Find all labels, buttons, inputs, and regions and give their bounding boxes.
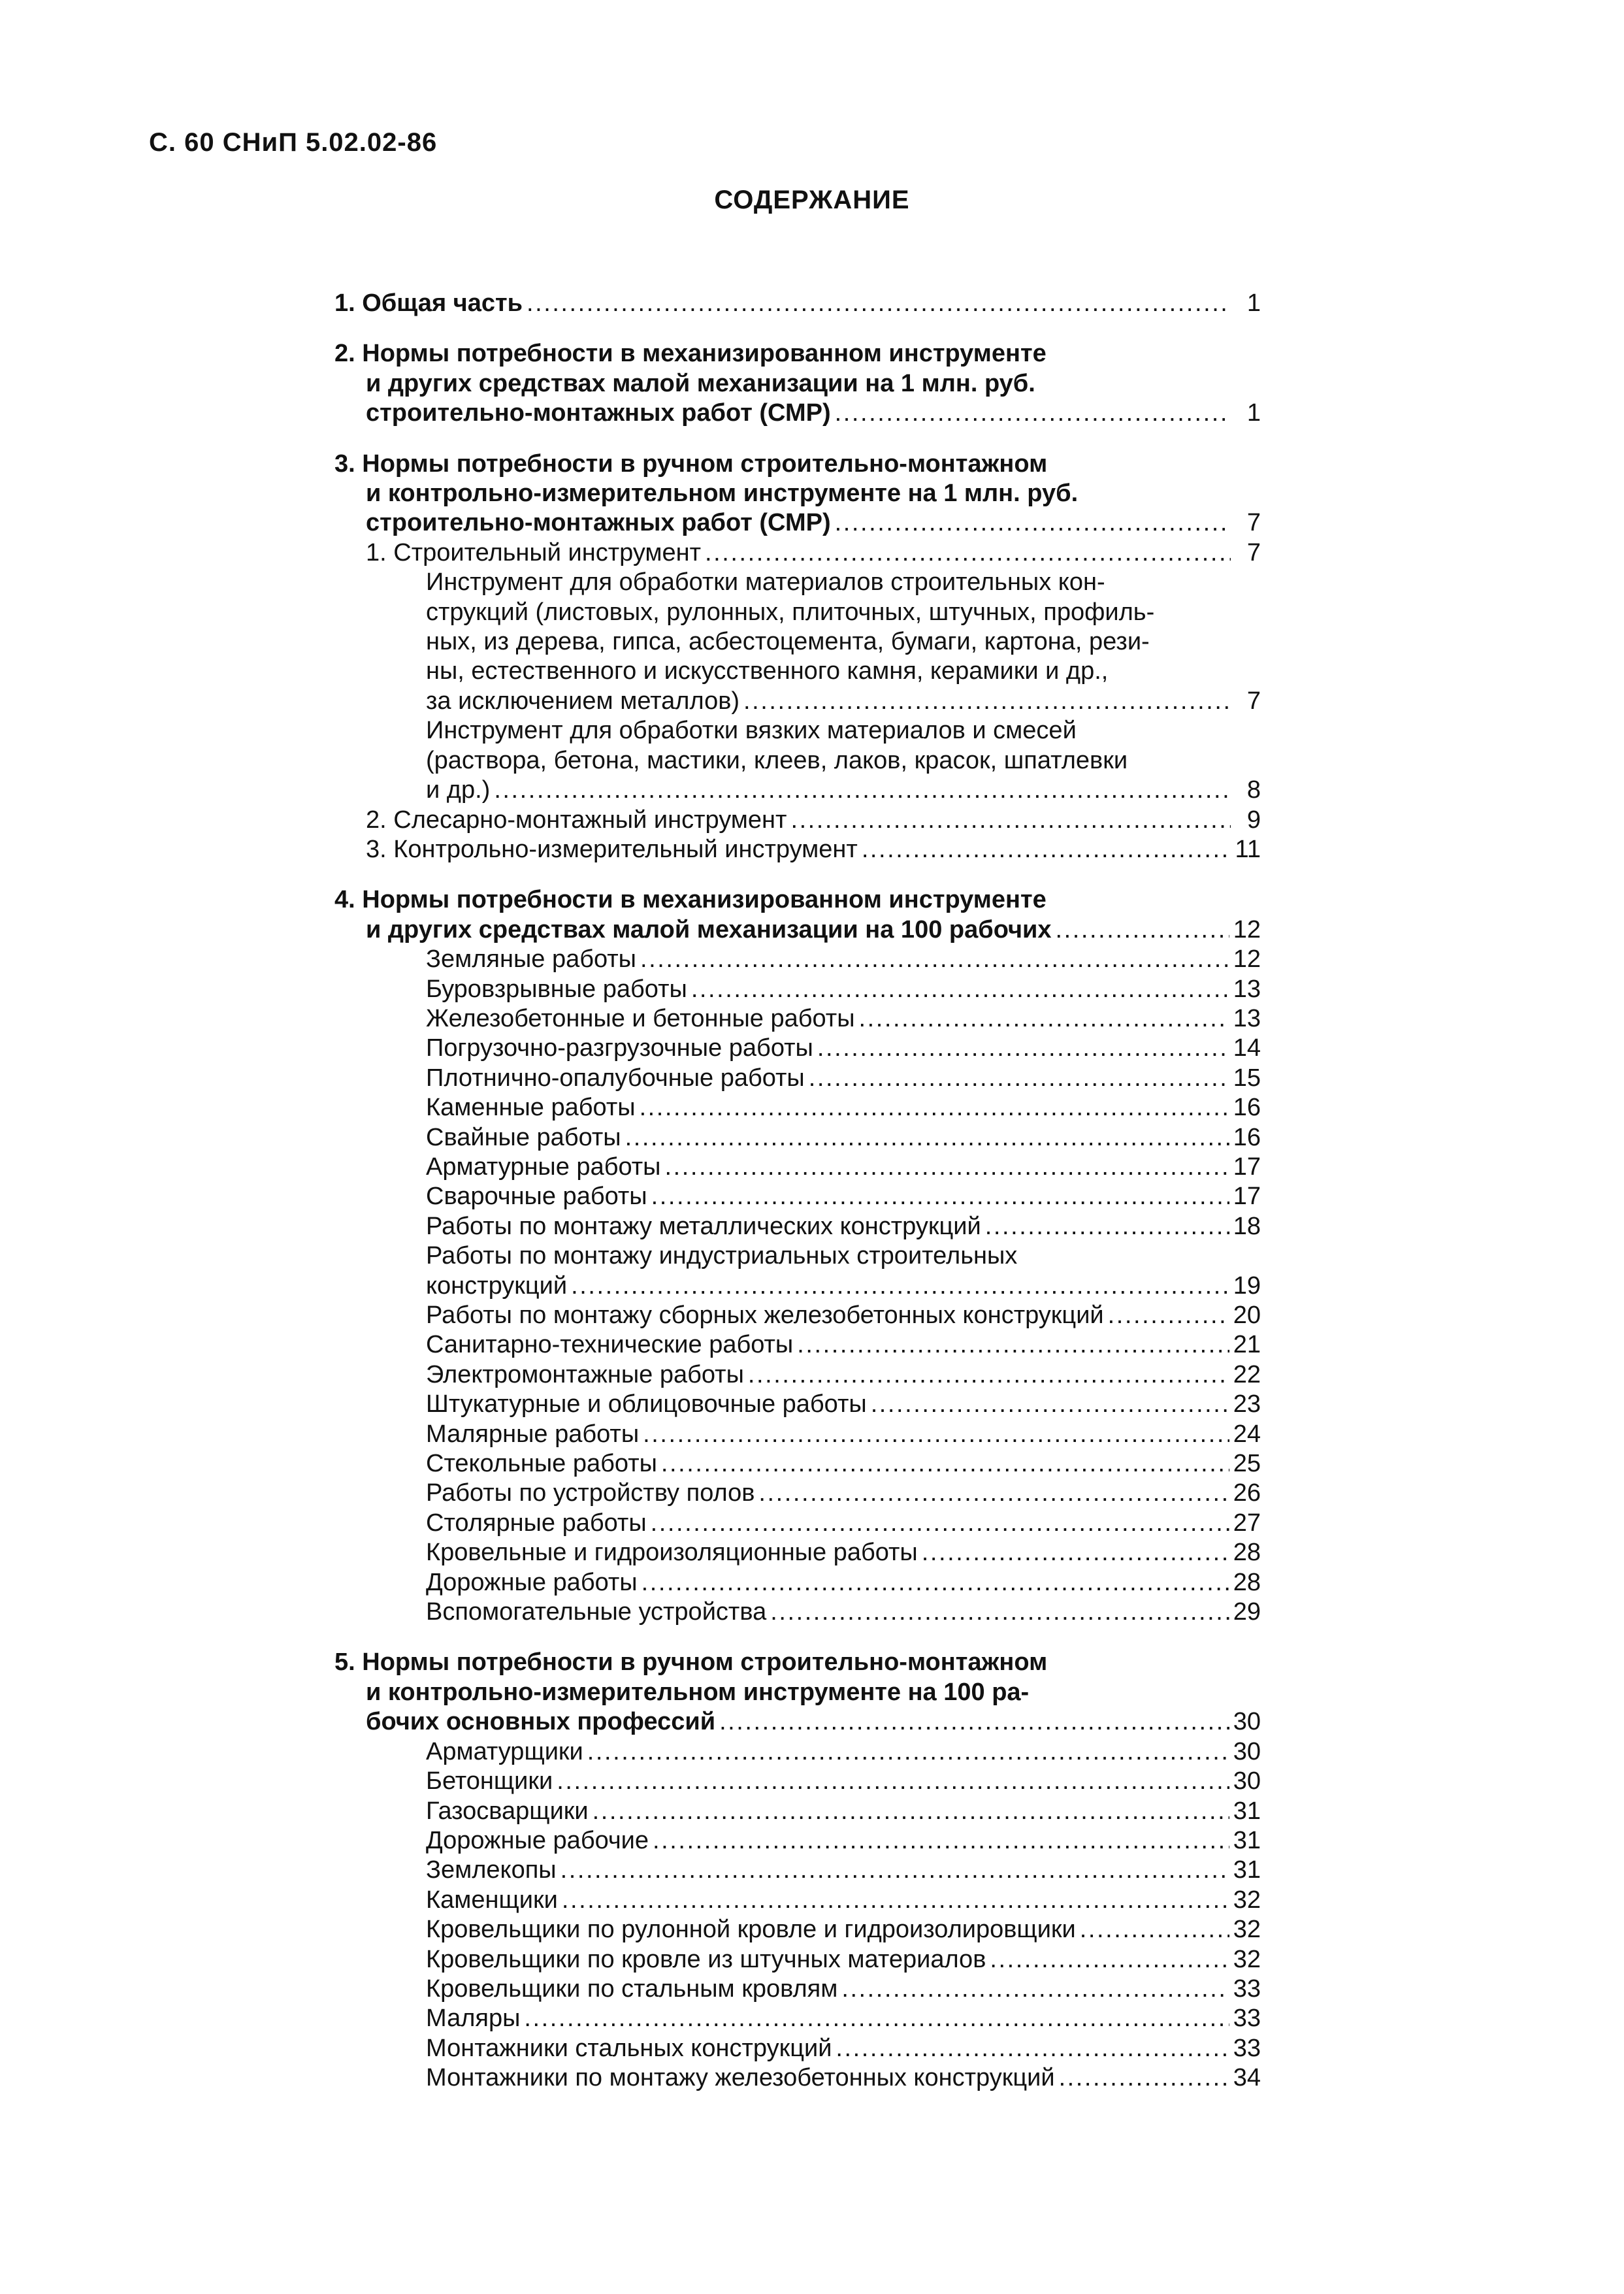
toc-entry: [334, 1538, 1261, 1567]
toc-entry: [334, 1737, 1261, 1767]
entry-title: Погрузочно-разгрузочные работы: [426, 1034, 813, 1062]
page-number: 20: [1233, 1302, 1261, 1329]
dot-leader: [835, 508, 1231, 538]
toc-entry: [334, 1123, 1261, 1153]
entry-title: 5. Нормы потребности в ручном строительно-монтажном: [334, 1648, 1048, 1677]
page-number: 30: [1233, 1767, 1261, 1795]
toc-entry: [334, 1767, 1261, 1796]
toc-entry: [334, 915, 1261, 945]
page-number: 31: [1233, 1797, 1261, 1825]
dot-leader: [817, 1034, 1229, 1063]
toc-list: [334, 945, 1261, 1241]
dot-leader: [809, 1064, 1229, 1093]
dot-leader: [748, 1360, 1229, 1390]
entry-title: 4. Нормы потребности в механизированном инструменте: [334, 886, 1047, 914]
entry-title: Монтажники по монтажу железобетонных конструкций: [426, 2064, 1055, 2092]
dot-leader: [571, 1271, 1229, 1301]
entry-title: Газосварщики: [426, 1797, 589, 1825]
entry-title: 1. Общая часть: [334, 289, 523, 317]
table-of-contents: [334, 289, 1261, 2114]
entry-title: за исключением металлов): [426, 687, 740, 715]
entry-title: Инструмент для обработки вязких материалов и смесей: [426, 717, 1077, 745]
page-number: 29: [1233, 1598, 1261, 1626]
dot-leader: [651, 1509, 1229, 1538]
entry-title: Работы по устройству полов: [426, 1479, 755, 1507]
dot-leader: [1059, 2063, 1229, 2093]
toc-entry: [334, 1420, 1261, 1449]
toc-entry: [334, 1449, 1261, 1479]
entry-title-line: [334, 479, 1261, 508]
page-number: 27: [1233, 1509, 1261, 1537]
dot-leader: [524, 2004, 1229, 2033]
entry-title: бочих основных профессий: [366, 1708, 716, 1736]
page-number: 18: [1233, 1212, 1261, 1240]
entry-title: Сварочные работы: [426, 1183, 647, 1211]
dot-leader: [1056, 915, 1229, 945]
page-number: 28: [1233, 1568, 1261, 1596]
page-number: 9: [1246, 806, 1261, 834]
entry-title-line: [334, 1678, 1261, 1707]
toc-list: [334, 1301, 1261, 1627]
dot-leader: [643, 1420, 1229, 1449]
entry-title: Бетонщики: [426, 1767, 553, 1795]
page-number: 19: [1233, 1271, 1261, 1300]
entry-title: строительно-монтажных работ (СМР): [366, 399, 831, 427]
page-number: 22: [1233, 1360, 1261, 1388]
toc-entry: [334, 289, 1261, 318]
page-header: С. 60 СНиП 5.02.02-86: [149, 128, 438, 157]
dot-leader: [871, 1390, 1229, 1419]
toc-entry: [334, 1390, 1261, 1419]
entry-title: Землекопы: [426, 1856, 557, 1884]
toc-entry: [334, 1034, 1261, 1063]
page-number: 14: [1233, 1034, 1261, 1062]
entry-title: Свайные работы: [426, 1123, 621, 1151]
entry-title: Монтажники стальных конструкций: [426, 2034, 832, 2062]
toc-entry: [334, 1182, 1261, 1211]
toc-entry: [334, 1826, 1261, 1856]
entry-title: Штукатурные и облицовочные работы: [426, 1390, 867, 1418]
entry-title: и контрольно-измерительном инструменте на 100 ра-: [366, 1678, 1030, 1706]
page-number: 16: [1233, 1123, 1261, 1151]
page-number: 32: [1233, 1886, 1261, 1914]
entry-title-line: [334, 885, 1261, 915]
toc-section-4: [334, 885, 1261, 1627]
page-number: 17: [1233, 1183, 1261, 1211]
toc-entry: [334, 1212, 1261, 1241]
entry-title-line: [334, 339, 1261, 369]
page-number: 28: [1233, 1539, 1261, 1567]
dot-leader: [557, 1767, 1229, 1796]
entry-title: Каменщики: [426, 1886, 558, 1914]
toc-entry: [334, 835, 1261, 864]
entry-title: струкций (листовых, рулонных, плиточных, штучных, профиль-: [426, 598, 1155, 626]
toc-entry: [334, 1856, 1261, 1885]
page-number: 33: [1233, 2005, 1261, 2033]
toc-entry: [334, 538, 1261, 568]
entry-title: конструкций: [426, 1271, 568, 1300]
page-number: 25: [1233, 1450, 1261, 1478]
toc-entry: [334, 1301, 1261, 1330]
toc-entry: [334, 776, 1261, 805]
toc-entry: [334, 399, 1261, 428]
entry-title: Железобетонные и бетонные работы: [426, 1004, 855, 1032]
entry-title: Работы по монтажу металлических конструкций: [426, 1212, 981, 1240]
entry-title: Работы по монтажу индустриальных строительных: [426, 1242, 1018, 1270]
page-number: 17: [1233, 1153, 1261, 1181]
toc-list: [334, 1737, 1261, 2093]
entry-title-line: [334, 746, 1261, 776]
toc-entry: [334, 1797, 1261, 1826]
entry-title-line: [334, 1241, 1261, 1271]
toc-entry: [334, 806, 1261, 835]
page-number: 12: [1233, 915, 1261, 943]
dot-leader: [990, 1945, 1229, 1974]
entry-title: Кровельные и гидроизоляционные работы: [426, 1539, 918, 1567]
page-number: 26: [1233, 1479, 1261, 1507]
entry-title: Земляные работы: [426, 945, 636, 974]
dot-leader: [640, 945, 1229, 974]
page-number: 31: [1233, 1826, 1261, 1854]
dot-leader: [841, 1974, 1229, 2004]
toc-section-2: [334, 339, 1261, 428]
dot-leader: [494, 776, 1231, 805]
toc-entry: [334, 2034, 1261, 2063]
dot-leader: [691, 975, 1229, 1004]
dot-leader: [835, 399, 1231, 428]
entry-title: Каменные работы: [426, 1094, 636, 1122]
toc-entry: [334, 1915, 1261, 1944]
entry-title: 2. Слесарно-монтажный инструмент: [366, 806, 787, 834]
page-number: 32: [1233, 1945, 1261, 1973]
page-title: СОДЕРЖАНИЕ: [714, 186, 910, 214]
entry-title: Малярные работы: [426, 1420, 640, 1448]
toc-entry: [334, 1479, 1261, 1508]
dot-leader: [625, 1123, 1229, 1153]
entry-title: ны, естественного и искусственного камня, керамики и др.,: [426, 657, 1109, 685]
page-number: 23: [1233, 1390, 1261, 1418]
page-number: 16: [1233, 1094, 1261, 1122]
dot-leader: [641, 1568, 1229, 1598]
entry-title-line: [334, 627, 1261, 657]
entry-title: и др.): [426, 776, 491, 804]
entry-title: 3. Контрольно-измерительный инструмент: [366, 835, 858, 863]
page-number: 15: [1233, 1064, 1261, 1092]
entry-title: Инструмент для обработки материалов строительных кон-: [426, 568, 1105, 597]
toc-entry: [334, 1093, 1261, 1122]
toc-entry: [334, 508, 1261, 538]
entry-title-line: [334, 369, 1261, 399]
entry-title-line: [334, 716, 1261, 746]
dot-leader: [922, 1538, 1229, 1567]
toc-entry: [334, 1568, 1261, 1598]
entry-title: Кровельщики по рулонной кровле и гидроизолировщики: [426, 1916, 1076, 1944]
entry-title: Кровельщики по кровле из штучных материалов: [426, 1945, 986, 1973]
entry-title: Столярные работы: [426, 1509, 647, 1537]
page-number: 30: [1233, 1737, 1261, 1765]
toc-entry: [334, 1598, 1261, 1627]
dot-leader: [661, 1449, 1229, 1479]
toc-entry: [334, 1330, 1261, 1360]
dot-leader: [664, 1153, 1229, 1182]
entry-title-line: [334, 568, 1261, 597]
page-number: 8: [1246, 776, 1261, 804]
page-number: 7: [1246, 538, 1261, 566]
toc-entry: [334, 2063, 1261, 2093]
entry-title: и других средствах малой механизации на 1 млн. руб.: [366, 369, 1035, 397]
dot-leader: [797, 1330, 1229, 1360]
page-number: 13: [1233, 1004, 1261, 1032]
dot-leader: [560, 1856, 1229, 1885]
dot-leader: [770, 1598, 1229, 1627]
entry-title: Арматурные работы: [426, 1153, 661, 1181]
entry-title-line: [334, 657, 1261, 686]
dot-leader: [1108, 1301, 1229, 1330]
page-number: 11: [1235, 835, 1261, 863]
dot-leader: [562, 1886, 1229, 1915]
toc-entry: [334, 945, 1261, 974]
entry-title-line: [334, 450, 1261, 479]
toc-section-1: [334, 289, 1261, 318]
toc-entry: [334, 1153, 1261, 1182]
page-number: 13: [1233, 975, 1261, 1003]
entry-title: и контрольно-измерительном инструменте на 1 млн. руб.: [366, 480, 1079, 508]
toc-entry: [334, 2004, 1261, 2033]
page-number: 30: [1233, 1708, 1261, 1736]
toc-entry: [334, 1360, 1261, 1390]
page-number: 31: [1233, 1856, 1261, 1884]
entry-title: и других средствах малой механизации на 100 рабочих: [366, 915, 1052, 943]
dot-leader: [651, 1182, 1229, 1211]
entry-title-line: [334, 1648, 1261, 1677]
dot-leader: [859, 1004, 1229, 1034]
toc-section-3: [334, 450, 1261, 865]
entry-title: Дорожные работы: [426, 1568, 638, 1596]
dot-leader: [836, 2034, 1229, 2063]
toc-entry: [334, 1509, 1261, 1538]
entry-title: 3. Нормы потребности в ручном строительно-монтажном: [334, 450, 1048, 478]
dot-leader: [593, 1797, 1229, 1826]
dot-leader: [640, 1093, 1229, 1122]
toc-entry: [334, 1707, 1261, 1737]
toc-entry: [334, 687, 1261, 716]
page-number: 24: [1233, 1420, 1261, 1448]
page-number: 21: [1233, 1331, 1261, 1359]
entry-title: Плотнично-опалубочные работы: [426, 1064, 805, 1092]
dot-leader: [719, 1707, 1229, 1737]
toc-entry: [334, 1886, 1261, 1915]
page-number: 7: [1246, 687, 1261, 715]
entry-title: Дорожные рабочие: [426, 1826, 649, 1854]
dot-leader: [705, 538, 1231, 568]
entry-title: Санитарно-технические работы: [426, 1331, 794, 1359]
entry-title: Стекольные работы: [426, 1450, 657, 1478]
page-number: 34: [1233, 2064, 1261, 2092]
page-number: 1: [1246, 289, 1261, 317]
entry-title: Кровельщики по стальным кровлям: [426, 1974, 838, 2003]
toc-entry: [334, 975, 1261, 1004]
entry-title: Работы по монтажу сборных железобетонных конструкций: [426, 1302, 1104, 1329]
toc-entry: [334, 1004, 1261, 1034]
dot-leader: [985, 1212, 1229, 1241]
toc-entry: [334, 1974, 1261, 2004]
toc-section-5: [334, 1648, 1261, 2093]
page-number: 33: [1233, 1974, 1261, 2003]
entry-title: Электромонтажные работы: [426, 1360, 744, 1388]
toc-entry: [334, 1945, 1261, 1974]
entry-title: 2. Нормы потребности в механизированном инструменте: [334, 340, 1047, 368]
entry-title: Маляры: [426, 2005, 521, 2033]
entry-title: Буровзрывные работы: [426, 975, 687, 1003]
page-number: 33: [1233, 2034, 1261, 2062]
dot-leader: [653, 1826, 1229, 1856]
dot-leader: [587, 1737, 1229, 1767]
entry-title-line: [334, 598, 1261, 627]
toc-entry: [334, 1064, 1261, 1093]
entry-title: Вспомогательные устройства: [426, 1598, 767, 1626]
page-number: 32: [1233, 1916, 1261, 1944]
dot-leader: [790, 806, 1231, 835]
dot-leader: [527, 289, 1231, 318]
page-number: 12: [1233, 945, 1261, 974]
dot-leader: [743, 687, 1231, 716]
entry-title: Арматурщики: [426, 1737, 583, 1765]
entry-title: ных, из дерева, гипса, асбестоцемента, бумаги, картона, рези-: [426, 628, 1150, 656]
dot-leader: [1080, 1915, 1229, 1944]
toc-entry: [334, 1271, 1261, 1301]
dot-leader: [862, 835, 1231, 864]
entry-title: (раствора, бетона, мастики, клеев, лаков, красок, шпатлевки: [426, 746, 1128, 774]
entry-title: 1. Строительный инструмент: [366, 538, 702, 566]
page-number: 1: [1246, 399, 1261, 427]
page-number: 7: [1246, 509, 1261, 537]
dot-leader: [758, 1479, 1229, 1508]
entry-title: строительно-монтажных работ (СМР): [366, 509, 831, 537]
